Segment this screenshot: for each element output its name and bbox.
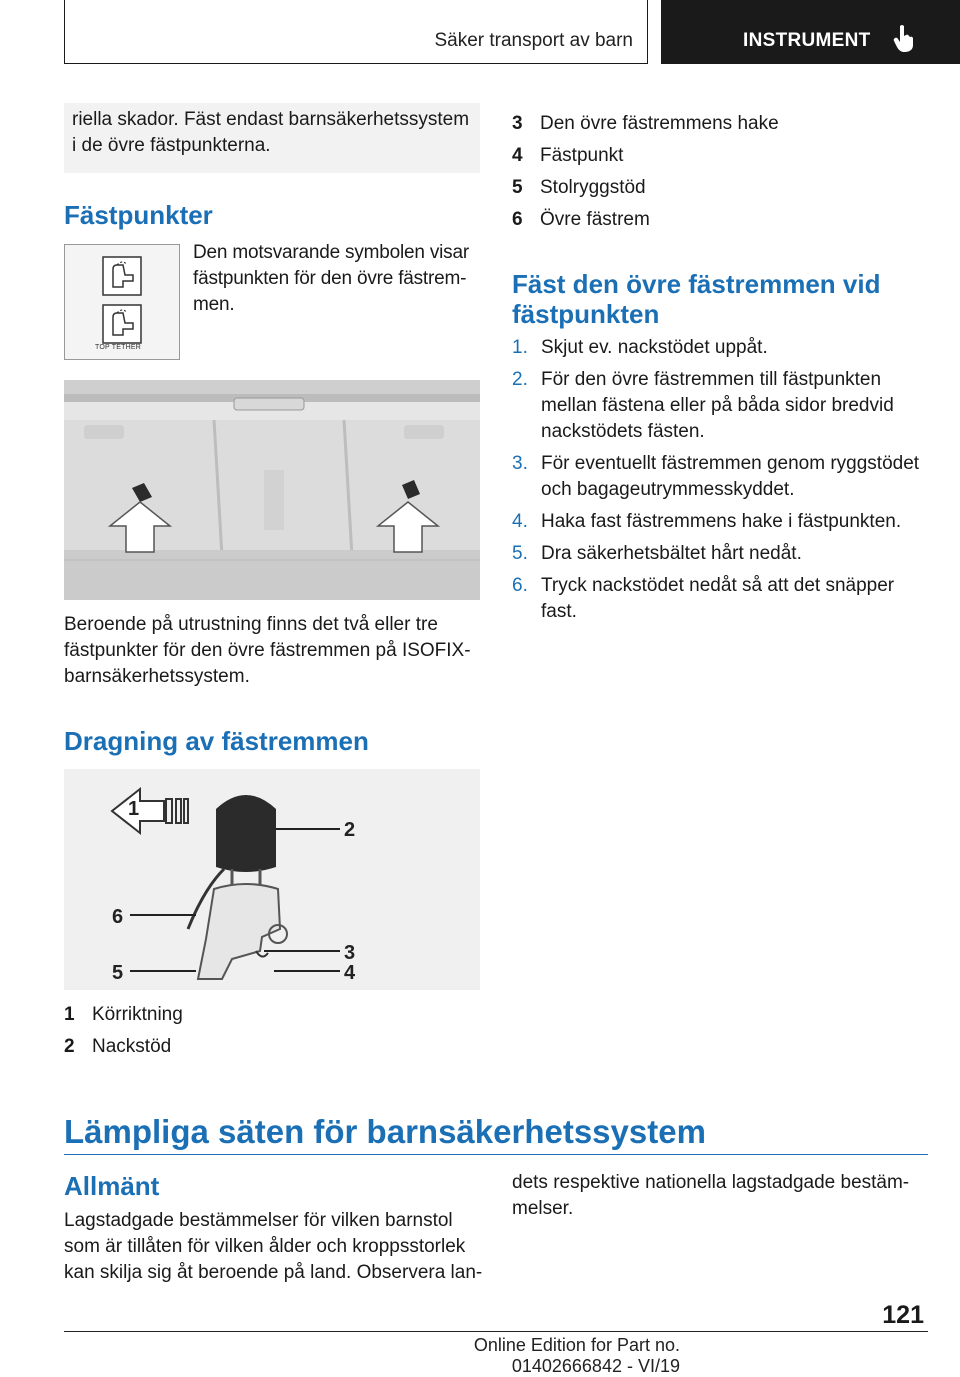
tether-routing-diagram xyxy=(64,769,480,990)
general-text-right: dets respektive nationella lagstadgade bestäm-melser. xyxy=(512,1172,910,1219)
callout-1: 1 xyxy=(128,798,140,820)
heading-rule xyxy=(64,1154,928,1155)
diagram-legend-left xyxy=(64,1002,484,1066)
legend-item: 3 Den övre fästremmens hake xyxy=(512,113,779,134)
general-text-left: Lagstadgade bestämmelser för vilken barnstol som är tillåten för vilken ålder och kroppsstorlek kan skilja sig åt beroende på land. Observera lan- xyxy=(64,1210,483,1283)
heading-fast-tether: Fäst den övre fästremmen vid fästpunkten xyxy=(512,269,881,329)
footer-edition[interactable]: Online Edition for Part no. 01402666842 - VI/19 xyxy=(473,1335,680,1376)
heading-fastpunkter: Fästpunkter xyxy=(64,200,213,230)
step-item: 3. För eventuellt fästremmen genom ryggstödet och bagageutrymmesskyddet. xyxy=(512,453,920,500)
warning-note-text: riella skador. Fäst endast barnsäkerhetssystem i de övre fästpunkterna. xyxy=(72,109,470,156)
top-tether-symbol xyxy=(64,244,180,360)
cargo-area-image xyxy=(64,380,480,600)
step-item: 1. Skjut ev. nackstödet uppåt. xyxy=(512,337,768,358)
legend-item: 6 Övre fästrem xyxy=(512,209,650,230)
header-chapter-tab[interactable] xyxy=(661,0,960,64)
callout-5: 5 xyxy=(112,962,124,984)
child-seat-icon xyxy=(65,245,179,359)
anchor-points-description: Beroende på utrustning finns det två eller tre fästpunkter för den övre fästremmen på ISOFIX-barnsäkerhetssystem. xyxy=(64,614,471,687)
heading-allmant: Allmänt xyxy=(64,1171,160,1201)
footer-rule xyxy=(64,1331,928,1332)
warning-note-box xyxy=(64,103,480,173)
callout-3: 3 xyxy=(344,942,356,964)
legend-item: 1 Körriktning xyxy=(64,1004,183,1025)
step-item: 6. Tryck nackstödet nedåt så att det snäpper fast. xyxy=(512,575,895,622)
header-section-box xyxy=(64,0,648,64)
legend-item: 4 Fästpunkt xyxy=(512,145,624,166)
step-item: 4. Haka fast fästremmens hake i fästpunkten. xyxy=(512,511,902,532)
steps-list xyxy=(512,335,932,631)
header-section-title: Säker transport av barn xyxy=(434,30,633,51)
callout-2: 2 xyxy=(344,819,356,841)
page-number: 121 xyxy=(882,1301,924,1329)
symbol-description: Den motsvarande symbolen visar fästpunkten för den övre fästrem-men. xyxy=(193,242,469,315)
hand-pointer-icon xyxy=(893,24,915,52)
heading-lampliga-saten: Lämpliga säten för barnsäkerhetssystem xyxy=(64,1113,706,1150)
heading-dragning: Dragning av fästremmen xyxy=(64,726,369,756)
callout-6: 6 xyxy=(112,906,124,928)
header-chapter-label: INSTRUMENT xyxy=(743,30,871,51)
legend-item: 2 Nackstöd xyxy=(64,1036,172,1057)
diagram-legend-right xyxy=(512,111,932,239)
callout-4: 4 xyxy=(344,962,356,984)
top-tether-label: TOP TETHER xyxy=(95,344,141,351)
legend-item: 5 Stolryggstöd xyxy=(512,177,646,198)
step-item: 2. För den övre fästremmen till fästpunkten mellan fästena eller på båda sidor bredvid nackstödets fästen. xyxy=(512,369,894,442)
step-item: 5. Dra säkerhetsbältet hårt nedåt. xyxy=(512,543,802,564)
